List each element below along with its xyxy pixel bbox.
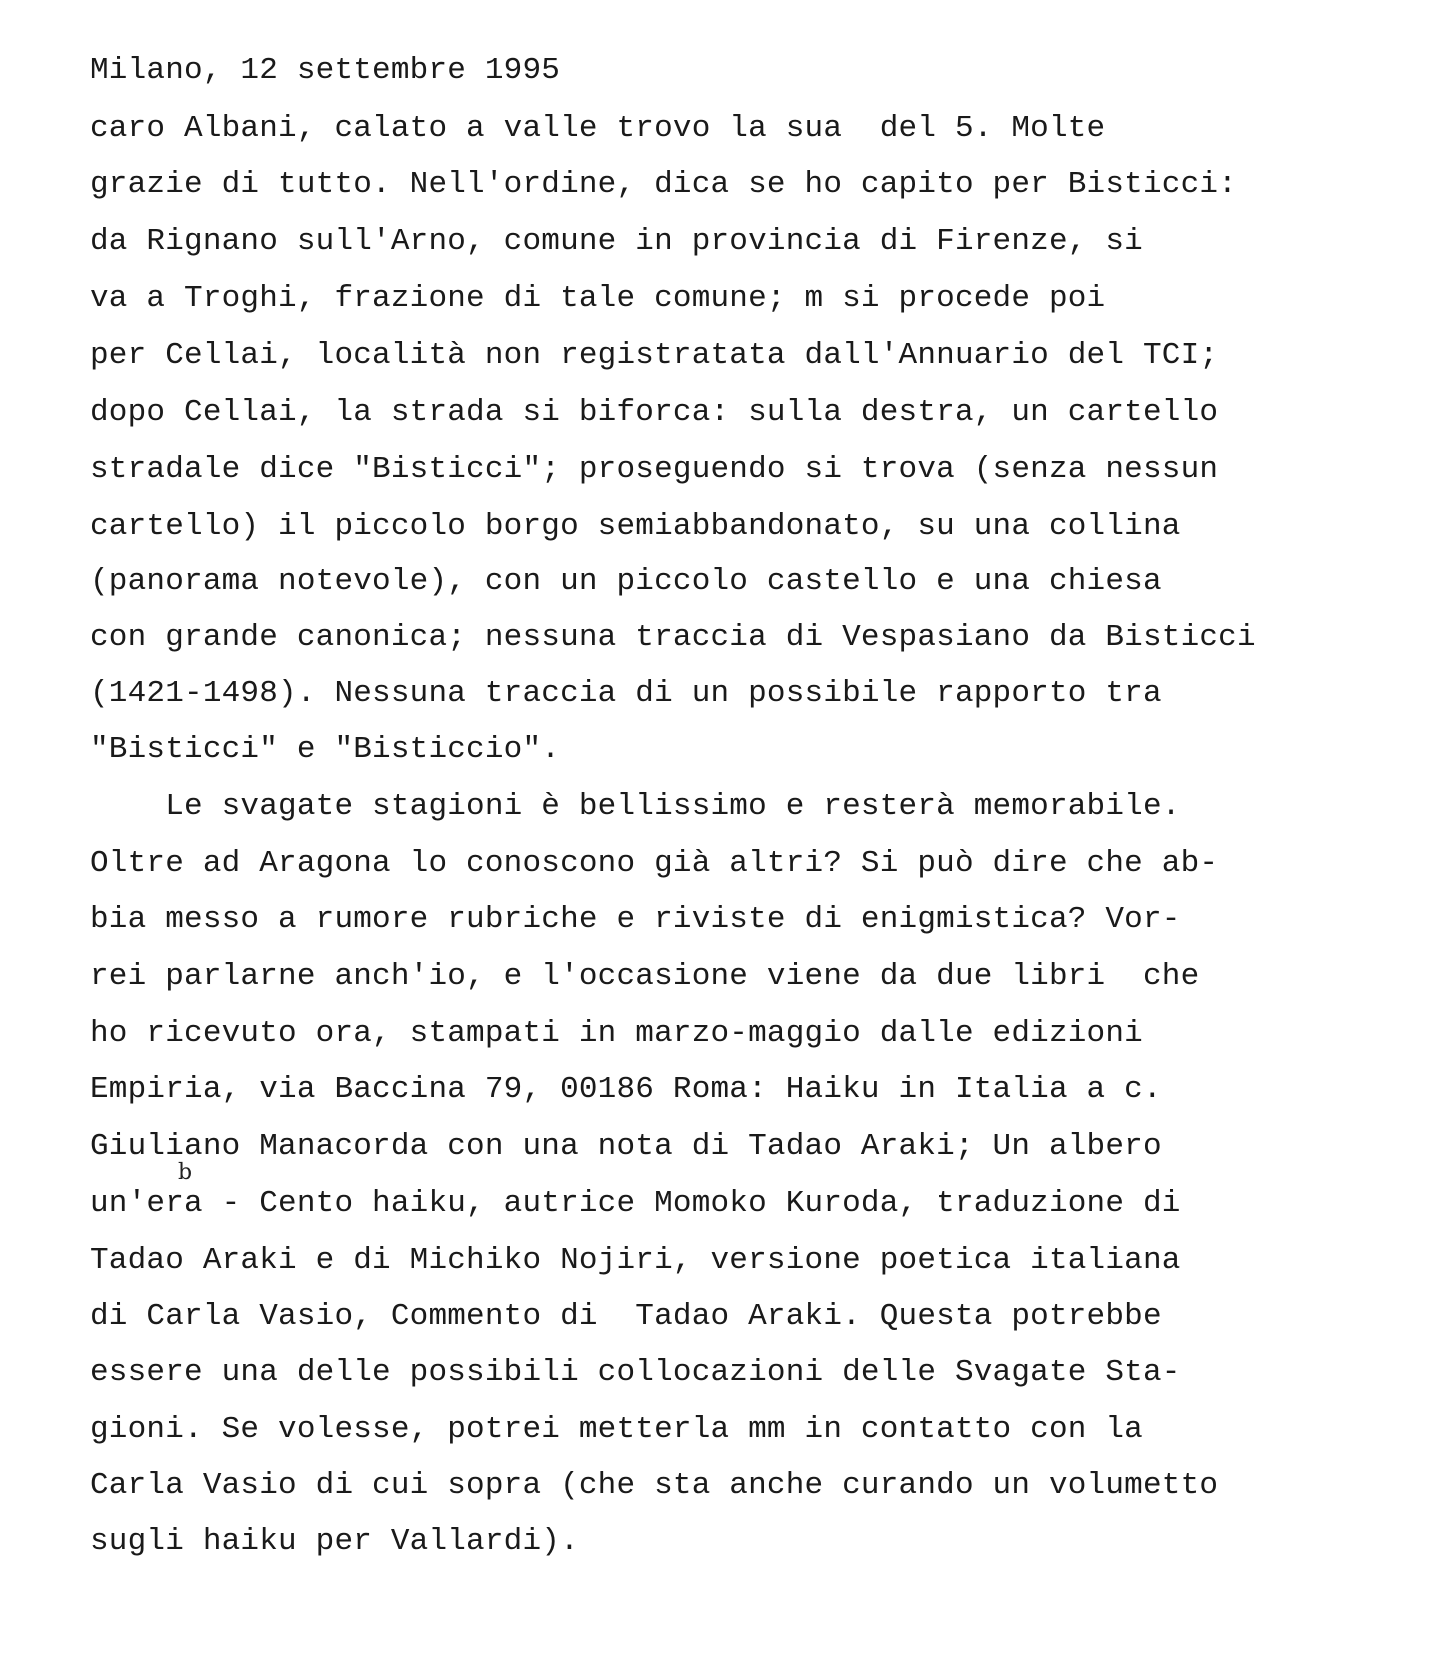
handwritten-insert: b [178,1160,193,1185]
letter-line: essere una delle possibili collocazioni delle Svagate Sta- [90,1355,1181,1390]
letter-line: grazie di tutto. Nell'ordine, dica se ho capito per Bisticci: [90,167,1237,202]
letter-line: da Rignano sull'Arno, comune in provincia di Firenze, si [90,224,1143,259]
letter-line: (1421-1498). Nessuna traccia di un possibile rapporto tra [90,676,1162,711]
letter-line: dopo Cellai, la strada si biforca: sulla destra, un cartello [90,395,1219,430]
letter-line: Giuliano Manacorda con una nota di Tadao Araki; Un albero [90,1129,1162,1164]
letter-line: sugli haiku per Vallardi). [90,1524,579,1559]
letter-line: di Carla Vasio, Commento di Tadao Araki. Questa potrebbe [90,1299,1162,1334]
letter-line: cartello) il piccolo borgo semiabbandonato, su una collina [90,509,1181,544]
letter-line: rei parlarne anch'io, e l'occasione viene da due libri che [90,959,1200,994]
letter-line: Carla Vasio di cui sopra (che sta anche curando un volumetto [90,1468,1219,1503]
letter-line: per Cellai, località non registratata dall'Annuario del TCI; [90,338,1219,373]
letter-line: Tadao Araki e di Michiko Nojiri, versione poetica italiana [90,1243,1181,1278]
letter-line: bia messo a rumore rubriche e riviste di enigmistica? Vor- [90,902,1181,937]
letter-line: stradale dice "Bisticci"; proseguendo si trova (senza nessun [90,452,1219,487]
letter-line: ho ricevuto ora, stampati in marzo-maggio dalle edizioni [90,1016,1143,1051]
letter-line: gioni. Se volesse, potrei metterla mm in contatto con la [90,1412,1143,1447]
letter-date: Milano, 12 settembre 1995 [90,53,561,88]
letter-line: con grande canonica; nessuna traccia di Vespasiano da Bisticci [90,620,1256,655]
letter-line: un'era - Cento haiku, autrice Momoko Kuroda, traduzione di [90,1186,1181,1221]
letter-line: Oltre ad Aragona lo conoscono già altri? Si può dire che ab- [90,846,1219,881]
letter-line: Le svagate stagioni è bellissimo e resterà memorabile. [90,789,1181,824]
letter-line: va a Troghi, frazione di tale comune; m si procede poi [90,281,1106,316]
letter-line: (panorama notevole), con un piccolo castello e una chiesa [90,564,1162,599]
letter-line: "Bisticci" e "Bisticcio". [90,732,561,767]
letter-line: caro Albani, calato a valle trovo la sua del 5. Molte [90,111,1106,146]
letter-line: Empiria, via Baccina 79, 00186 Roma: Haiku in Italia a c. [90,1072,1162,1107]
